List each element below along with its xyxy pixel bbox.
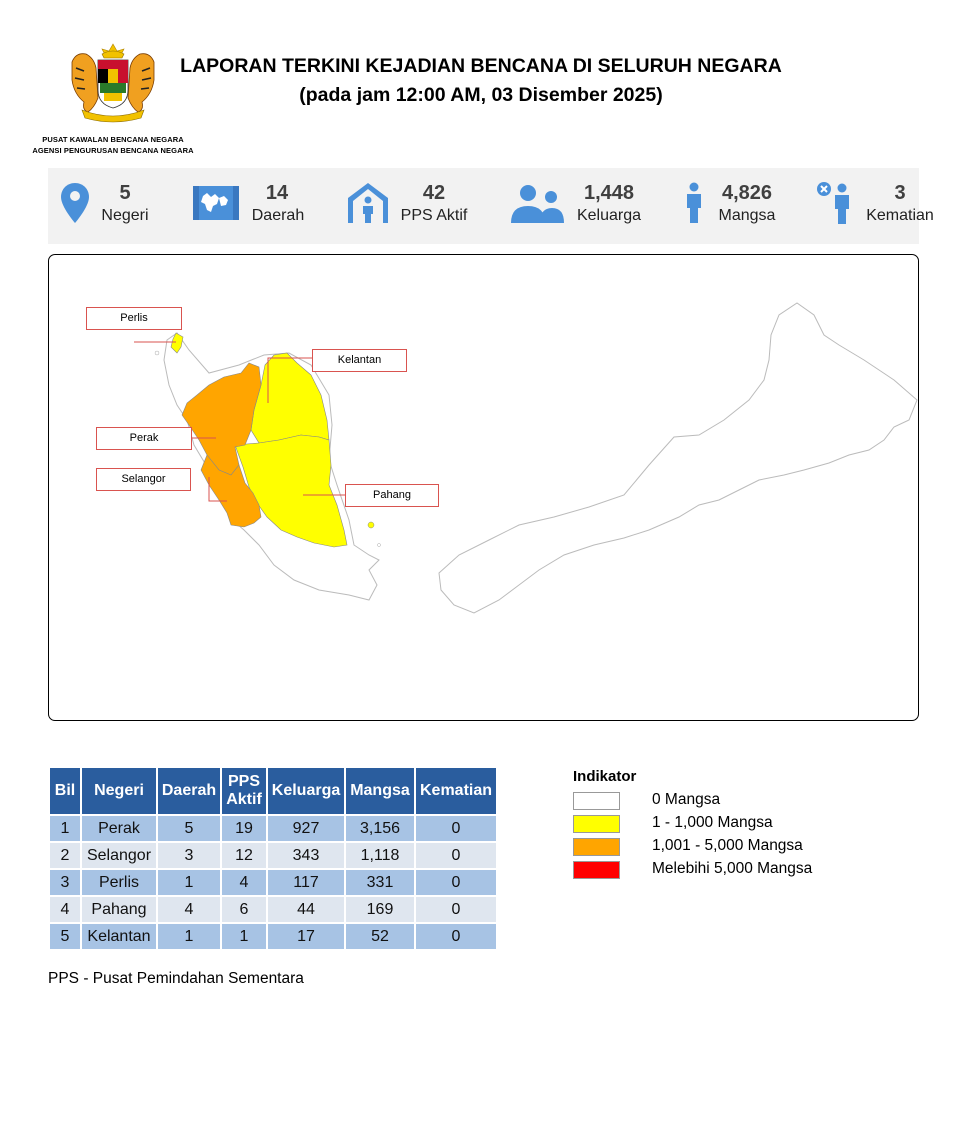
cell-negeri: Selangor <box>82 843 156 868</box>
col-header-keluarga: Keluarga <box>268 768 344 814</box>
stat-label-keluarga: Keluarga <box>576 207 642 224</box>
stat-label-pps: PPS Aktif <box>400 207 468 224</box>
stat-value-keluarga: 1,448 <box>583 182 635 204</box>
cell-kematian: 0 <box>416 897 496 922</box>
map-label-selangor: Selangor <box>96 468 191 491</box>
cell-kematian: 0 <box>416 816 496 841</box>
malaysia-disaster-map <box>48 254 919 721</box>
stat-label-daerah: Daerah <box>251 207 305 224</box>
report-subtitle: (pada jam 12:00 AM, 03 Disember 2025) <box>299 84 663 106</box>
cell-pps: 12 <box>222 843 266 868</box>
family-icon <box>510 184 564 224</box>
cell-daerah: 1 <box>158 924 220 949</box>
summary-stats-bar <box>48 168 934 244</box>
legend-swatch-3 <box>573 861 620 879</box>
shelter-icon <box>346 180 390 224</box>
col-header-mangsa: Mangsa <box>346 768 414 814</box>
cell-bil: 1 <box>50 816 80 841</box>
table-row <box>50 897 496 922</box>
borneo-outline <box>439 303 917 613</box>
legend-swatch-0 <box>573 792 620 810</box>
cell-mangsa: 331 <box>346 870 414 895</box>
coat-of-arms-logo <box>60 40 166 126</box>
cell-daerah: 5 <box>158 816 220 841</box>
cell-keluarga: 117 <box>268 870 344 895</box>
map-label-pahang: Pahang <box>345 484 439 507</box>
cell-bil: 3 <box>50 870 80 895</box>
stat-label-kematian: Kematian <box>866 207 934 224</box>
district-map-icon <box>191 182 241 224</box>
col-header-daerah: Daerah <box>158 768 220 814</box>
legend-label-2: 1,001 - 5,000 Mangsa <box>652 837 803 854</box>
cell-bil: 4 <box>50 897 80 922</box>
stat-value-negeri: 5 <box>119 182 131 204</box>
cell-bil: 5 <box>50 924 80 949</box>
cell-negeri: Perlis <box>82 870 156 895</box>
stat-value-mangsa: 4,826 <box>721 182 773 204</box>
table-footnote: PPS - Pusat Pemindahan Sementara <box>48 970 304 987</box>
death-icon <box>816 180 854 224</box>
legend-title: Indikator <box>573 768 637 785</box>
table-row <box>50 924 496 949</box>
cell-daerah: 4 <box>158 897 220 922</box>
legend-label-1: 1 - 1,000 Mangsa <box>652 814 773 831</box>
stat-label-mangsa: Mangsa <box>718 207 776 224</box>
stat-value-daerah: 14 <box>265 182 289 204</box>
cell-mangsa: 169 <box>346 897 414 922</box>
stat-value-kematian: 3 <box>894 182 906 204</box>
table-row <box>50 870 496 895</box>
cell-mangsa: 3,156 <box>346 816 414 841</box>
cell-negeri: Perak <box>82 816 156 841</box>
legend-label-0: 0 Mangsa <box>652 791 721 808</box>
location-pin-icon <box>60 182 90 224</box>
stat-label-negeri: Negeri <box>101 207 149 224</box>
person-icon <box>684 182 704 224</box>
cell-keluarga: 17 <box>268 924 344 949</box>
legend-label-3: Melebihi 5,000 Mangsa <box>652 860 813 877</box>
agency-line-1: PUSAT KAWALAN BENCANA NEGARA <box>42 135 184 144</box>
cell-mangsa: 52 <box>346 924 414 949</box>
cell-bil: 2 <box>50 843 80 868</box>
cell-pps: 1 <box>222 924 266 949</box>
col-header-pps-aktif: PPS Aktif <box>222 768 266 814</box>
map-label-perak: Perak <box>96 427 192 450</box>
map-label-perlis: Perlis <box>86 307 182 330</box>
cell-keluarga: 927 <box>268 816 344 841</box>
cell-kematian: 0 <box>416 924 496 949</box>
legend-swatch-1 <box>573 815 620 833</box>
cell-kematian: 0 <box>416 870 496 895</box>
table-row <box>50 816 496 841</box>
cell-pps: 19 <box>222 816 266 841</box>
stat-value-pps: 42 <box>422 182 446 204</box>
cell-daerah: 1 <box>158 870 220 895</box>
cell-mangsa: 1,118 <box>346 843 414 868</box>
agency-line-2: AGENSI PENGURUSAN BENCANA NEGARA <box>32 146 194 155</box>
cell-kematian: 0 <box>416 843 496 868</box>
cell-keluarga: 343 <box>268 843 344 868</box>
col-header-negeri: Negeri <box>82 768 156 814</box>
cell-daerah: 3 <box>158 843 220 868</box>
cell-pps: 6 <box>222 897 266 922</box>
report-title: LAPORAN TERKINI KEJADIAN BENCANA DI SELURUH NEGARA <box>180 55 782 77</box>
map-label-kelantan: Kelantan <box>312 349 407 372</box>
cell-pps: 4 <box>222 870 266 895</box>
cell-keluarga: 44 <box>268 897 344 922</box>
table-row <box>50 843 496 868</box>
legend-swatch-2 <box>573 838 620 856</box>
cell-negeri: Pahang <box>82 897 156 922</box>
col-header-kematian: Kematian <box>416 768 496 814</box>
state-summary-table <box>48 766 498 951</box>
cell-negeri: Kelantan <box>82 924 156 949</box>
col-header-bil: Bil <box>50 768 80 814</box>
